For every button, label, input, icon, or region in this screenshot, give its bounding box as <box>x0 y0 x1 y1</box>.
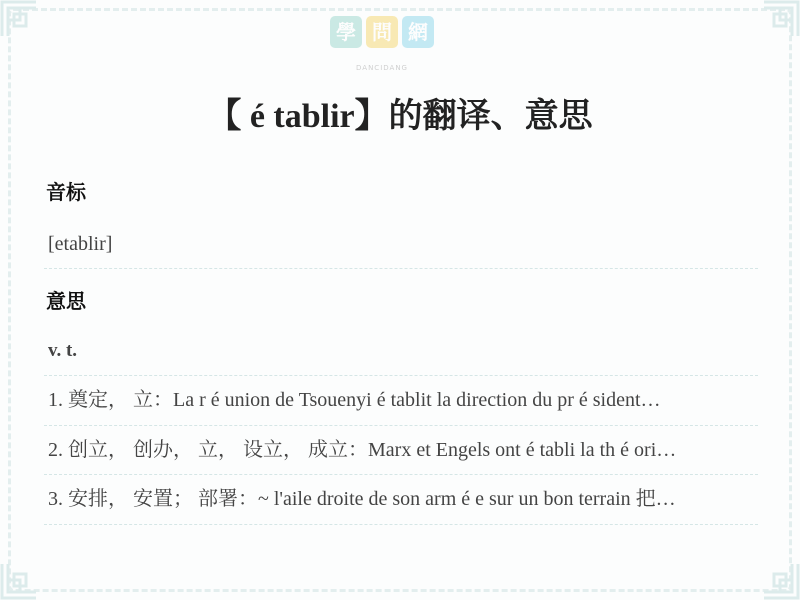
meaning-heading: 意思 <box>46 289 86 313</box>
corner-ornament <box>0 0 38 38</box>
definition-item: 2. 创立， 创办， 立， 设立， 成立：Marx et Engels ont é tabli la th é ori… <box>44 426 758 475</box>
logo-char: 問 <box>366 16 398 48</box>
site-logo <box>327 16 437 76</box>
definition-item: 1. 奠定， 立：La r é union de Tsouenyi é tablit la direction du pr é sident… <box>44 376 758 426</box>
logo-char: 網 <box>402 16 434 48</box>
definition-item: 3. 安排， 安置； 部署：~ l'aile droite de son arm é e sur un bon terrain 把… <box>44 475 758 525</box>
logo-char: 學 <box>330 16 362 48</box>
corner-ornament <box>762 0 800 38</box>
phonetic-value: [etablir] <box>44 222 758 269</box>
logo-caption: DANCIDANG <box>356 64 408 72</box>
page-title: 【 é tablir】的翻译、意思 <box>207 98 593 135</box>
corner-ornament <box>0 562 38 600</box>
corner-ornament <box>762 562 800 600</box>
phonetic-heading: 音标 <box>46 180 86 204</box>
part-of-speech: v. t. <box>44 330 758 376</box>
